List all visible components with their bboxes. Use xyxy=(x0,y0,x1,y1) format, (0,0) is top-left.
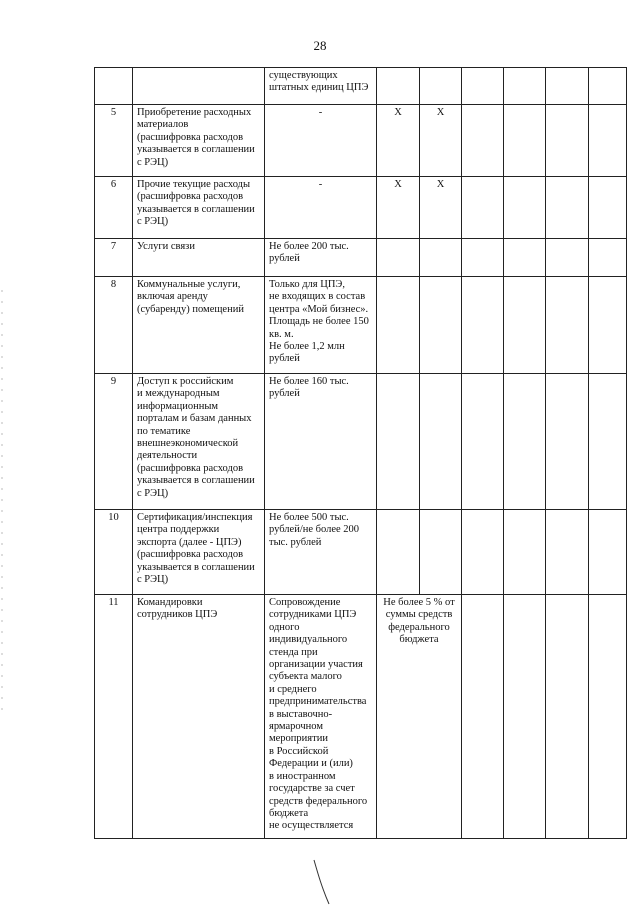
table-row xyxy=(95,105,627,177)
expense-name: Приобретение расходных материалов (расшифровка расходов указывается в соглашении с РЭЦ) xyxy=(133,105,265,177)
mark-cell: X xyxy=(420,177,462,239)
row-number: 10 xyxy=(95,510,133,595)
table-row xyxy=(95,595,627,839)
cell xyxy=(589,510,627,595)
cell xyxy=(377,277,420,374)
cell xyxy=(504,510,546,595)
expense-name: Прочие текущие расходы (расшифровка расходов указывается в соглашении с РЭЦ) xyxy=(133,177,265,239)
row-number xyxy=(95,68,133,105)
expense-name: Доступ к российским и международным информационным порталам и базам данных по тематике внешнеэкономической деятельности (расшифровка расходов указывается в соглашении с РЭЦ) xyxy=(133,374,265,510)
expense-name xyxy=(133,68,265,105)
cell xyxy=(589,177,627,239)
cell xyxy=(546,595,589,839)
cell xyxy=(504,177,546,239)
cell xyxy=(589,374,627,510)
pen-stroke-mark xyxy=(312,858,332,906)
row-number: 7 xyxy=(95,239,133,277)
mark-cell: X xyxy=(420,105,462,177)
cell xyxy=(504,277,546,374)
expense-limit: Сопровождение сотрудниками ЦПЭ одного индивидуального стенда при организации участия субъекта малого и среднего предпринимательства в выставочно- ярмарочном мероприятии в Российской Федерации и (или) в иностранном государстве за счет средств федерального бюджета не осуществляется xyxy=(265,595,377,839)
cell xyxy=(377,68,420,105)
expense-name: Командировки сотрудников ЦПЭ xyxy=(133,595,265,839)
expense-name: Коммунальные услуги, включая аренду (субаренду) помещений xyxy=(133,277,265,374)
row-number: 6 xyxy=(95,177,133,239)
cell xyxy=(504,595,546,839)
merged-limit-cell: Не более 5 % от суммы средств федерального бюджета xyxy=(377,595,462,839)
cell xyxy=(589,68,627,105)
cell xyxy=(546,177,589,239)
expense-limit: - xyxy=(265,105,377,177)
mark-cell: X xyxy=(377,105,420,177)
cell xyxy=(462,105,504,177)
expense-table xyxy=(94,67,627,839)
cell xyxy=(377,374,420,510)
cell xyxy=(589,595,627,839)
table-row xyxy=(95,68,627,105)
expense-limit: Не более 160 тыс. рублей xyxy=(265,374,377,510)
cell xyxy=(546,105,589,177)
cell xyxy=(504,374,546,510)
cell xyxy=(462,239,504,277)
cell xyxy=(377,510,420,595)
cell xyxy=(462,510,504,595)
cell xyxy=(420,239,462,277)
cell xyxy=(462,68,504,105)
expense-limit: - xyxy=(265,177,377,239)
page-number: 28 xyxy=(313,38,327,53)
row-number: 5 xyxy=(95,105,133,177)
expense-limit: Не более 200 тыс. рублей xyxy=(265,239,377,277)
cell xyxy=(546,374,589,510)
table-row xyxy=(95,277,627,374)
cell xyxy=(420,510,462,595)
cell xyxy=(546,510,589,595)
expense-limit: Не более 500 тыс. рублей/не более 200 тыс. рублей xyxy=(265,510,377,595)
cell xyxy=(420,374,462,510)
expense-limit: существующих штатных единиц ЦПЭ xyxy=(265,68,377,105)
cell xyxy=(546,239,589,277)
row-number: 8 xyxy=(95,277,133,374)
table-row xyxy=(95,374,627,510)
cell xyxy=(546,68,589,105)
mark-cell: X xyxy=(377,177,420,239)
row-number: 11 xyxy=(95,595,133,839)
row-number: 9 xyxy=(95,374,133,510)
cell xyxy=(462,177,504,239)
table-row xyxy=(95,239,627,277)
cell xyxy=(589,239,627,277)
cell xyxy=(420,277,462,374)
cell xyxy=(504,105,546,177)
expense-name: Сертификация/инспекция центра поддержки экспорта (далее - ЦПЭ) (расшифровка расходов указывается в соглашении с РЭЦ) xyxy=(133,510,265,595)
table-row xyxy=(95,177,627,239)
table-row xyxy=(95,510,627,595)
cell xyxy=(546,277,589,374)
cell xyxy=(504,68,546,105)
cell xyxy=(462,374,504,510)
cell xyxy=(377,239,420,277)
expense-limit: Только для ЦПЭ, не входящих в состав центра «Мой бизнес». Площадь не более 150 кв. м. Не более 1,2 млн рублей xyxy=(265,277,377,374)
expense-name: Услуги связи xyxy=(133,239,265,277)
cell xyxy=(589,105,627,177)
cell xyxy=(420,68,462,105)
cell xyxy=(589,277,627,374)
cell xyxy=(462,595,504,839)
cell xyxy=(462,277,504,374)
scan-margin-marks xyxy=(0,290,4,710)
cell xyxy=(504,239,546,277)
